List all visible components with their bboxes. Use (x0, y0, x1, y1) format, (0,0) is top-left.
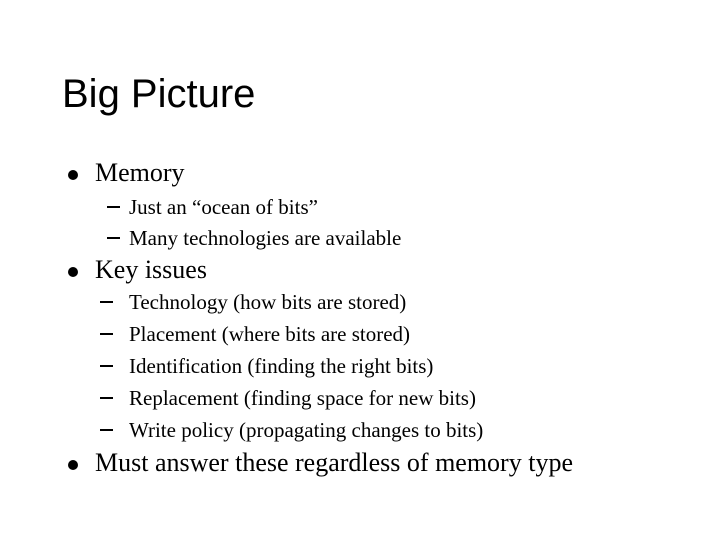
dash-icon (100, 333, 113, 335)
subitem-write-policy (0, 417, 720, 443)
dash-icon (107, 237, 120, 239)
subitem-text: Technology (how bits are stored) (129, 290, 407, 314)
subitem-text: Identification (finding the right bits) (129, 354, 434, 378)
dash-icon (100, 301, 113, 303)
slide-title: Big Picture (62, 72, 256, 116)
bullet-dot-icon (68, 170, 78, 180)
dash-icon (100, 365, 113, 367)
dash-icon (107, 206, 120, 208)
bullet-memory (0, 158, 720, 188)
subitem-technology (0, 289, 720, 315)
bullet-dot-icon (68, 460, 78, 470)
subitem-text: Placement (where bits are stored) (129, 322, 411, 346)
subitem-placement (0, 321, 720, 347)
bullet-text: Memory (95, 158, 185, 187)
bullet-text: Key issues (95, 255, 207, 284)
dash-icon (100, 397, 113, 399)
subitem-text: Just an “ocean of bits” (129, 195, 318, 219)
subitem-identification (0, 353, 720, 379)
bullet-dot-icon (68, 267, 78, 277)
subitem-text: Write policy (propagating changes to bits) (129, 418, 484, 442)
subitem-text: Many technologies are available (129, 226, 402, 250)
subitem-text: Replacement (finding space for new bits) (129, 386, 476, 410)
dash-icon (100, 429, 113, 431)
subitem-replacement (0, 385, 720, 411)
subitem-many-technologies (0, 225, 720, 251)
bullet-text: Must answer these regardless of memory type (95, 448, 573, 477)
subitem-ocean-of-bits (0, 194, 720, 220)
bullet-must-answer (0, 448, 720, 478)
bullet-key-issues (0, 255, 720, 285)
